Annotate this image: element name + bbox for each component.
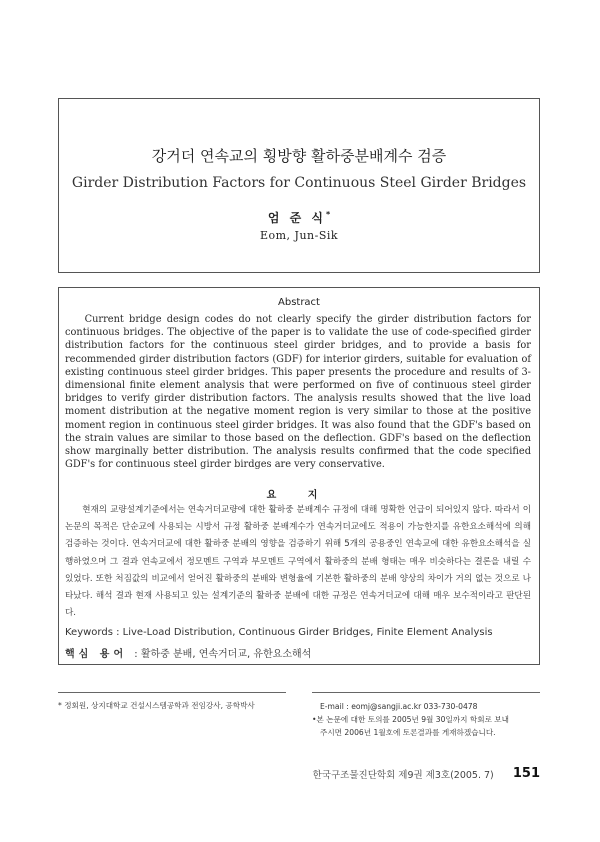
paper-title-english: Girder Distribution Factors for Continuous Steel Girder Bridges — [71, 175, 527, 191]
keywords-english: Keywords : Live-Load Distribution, Continuous Girder Bridges, Finite Element Analysis — [65, 627, 493, 638]
abstract-text: Current bridge design codes do not clearly specify the girder distribution factors for continuous bridges. The objective of the paper is to validate the use of code-specified girder distribution factors for the continuous steel girder bridges, and to provide a basis for recommended girder distribution factors (GDF) for interior girders, suitable for evaluation of existing continuous steel girder bridges. This paper presents the procedure and results of 3-dimensional finite element analysis that were performed on five of continuous steel girder bridges to verify girder distribution factors. The analysis results showed that the live load moment distribution at the negative moment region is very similar to those at the positive moment region in continuous steel girder bridges. It was also found that the GDF's based on the strain values are similar to those based on the deflection. GDF's based on the deflection show marginally better distribution. The analysis results confirmed that the code specified GDF's for continuous steel girder birdges are very conservative. — [65, 314, 531, 471]
submission-note-line-1: •본 논문에 대한 토의를 2005년 9월 30일까지 학회로 보내 — [312, 715, 509, 724]
keywords-korean-text: 활하중 분배, 연속거더교, 유한요소해석 — [140, 649, 312, 660]
korean-summary-heading: 요 지 — [266, 490, 332, 501]
page-footer — [313, 763, 540, 782]
footnote-rule-left — [58, 692, 286, 693]
author-email: E-mail : eomj@sangji.ac.kr 033-730-0478 — [320, 702, 478, 711]
author-name-korean — [59, 209, 539, 226]
abstract-box — [58, 287, 540, 665]
paper-title-korean: 강거더 연속교의 횡방향 활하중분배계수 검증 — [151, 147, 447, 165]
keywords-korean: 핵심 용어 : 활하중 분배, 연속거더교, 유한요소해석 — [65, 649, 312, 660]
author-affiliation-footnote: * 정회원, 상지대학교 건설시스템공학과 전임강사, 공학박사 — [58, 701, 255, 710]
title-box — [58, 98, 540, 273]
korean-summary-text: 현재의 교량설계기준에서는 연속거더교량에 대한 활하중 분배계수 규정에 대해 명확한 언급이 되어있지 않다. 따라서 이 논문의 목적은 단순교에 사용되는 시방서 규정 활하중 분배계수가 연속거더교에도 적용이 가능한지를 유한요소해석에 의해 검증하는 것이다. 연속거더교에 대한 활하중 분배의 영향을 검증하기 위해 5개의 공용중인 연속교에 대한 유한요소해석을 실행하였으며 그 결과 연속교에서 정모멘트 구역과 부모멘트 구역에서 활하중의 분배 형태는 매우 비슷하다는 결론을 내릴 수 있었다. 또한 처짐값의 비교에서 얻어진 활하중의 분배와 변형율에 기본한 활하중의 분배 양상의 차이가 거의 없는 것으로 나타났다. 해석 결과 현재 사용되고 있는 설계기준의 활하중 분배에 대한 규정은 연속거더교에 대해 매우 보수적이라고 판단된다. — [65, 505, 531, 619]
page-number: 151 — [512, 766, 540, 781]
author-footnote-mark: * — [325, 210, 331, 219]
keywords-korean-label: 핵심 용어 — [65, 649, 128, 660]
keywords-english-label: Keywords — [65, 627, 113, 638]
author-name-english: Eom, Jun-Sik — [259, 229, 339, 242]
abstract-heading: Abstract — [278, 297, 320, 308]
keywords-english-text: Live-Load Distribution, Continuous Girder Bridges, Finite Element Analysis — [122, 627, 493, 638]
author-name-korean-text: 엄 준 식 — [267, 211, 326, 225]
footnote-rule-right — [312, 692, 540, 693]
contact-footnote — [312, 700, 544, 739]
submission-note-line-2: 주시면 2006년 1월호에 토론결과를 게재하겠습니다. — [320, 728, 496, 737]
journal-citation: 한국구조물진단학회 제9권 제3호(2005. 7) — [312, 769, 494, 781]
